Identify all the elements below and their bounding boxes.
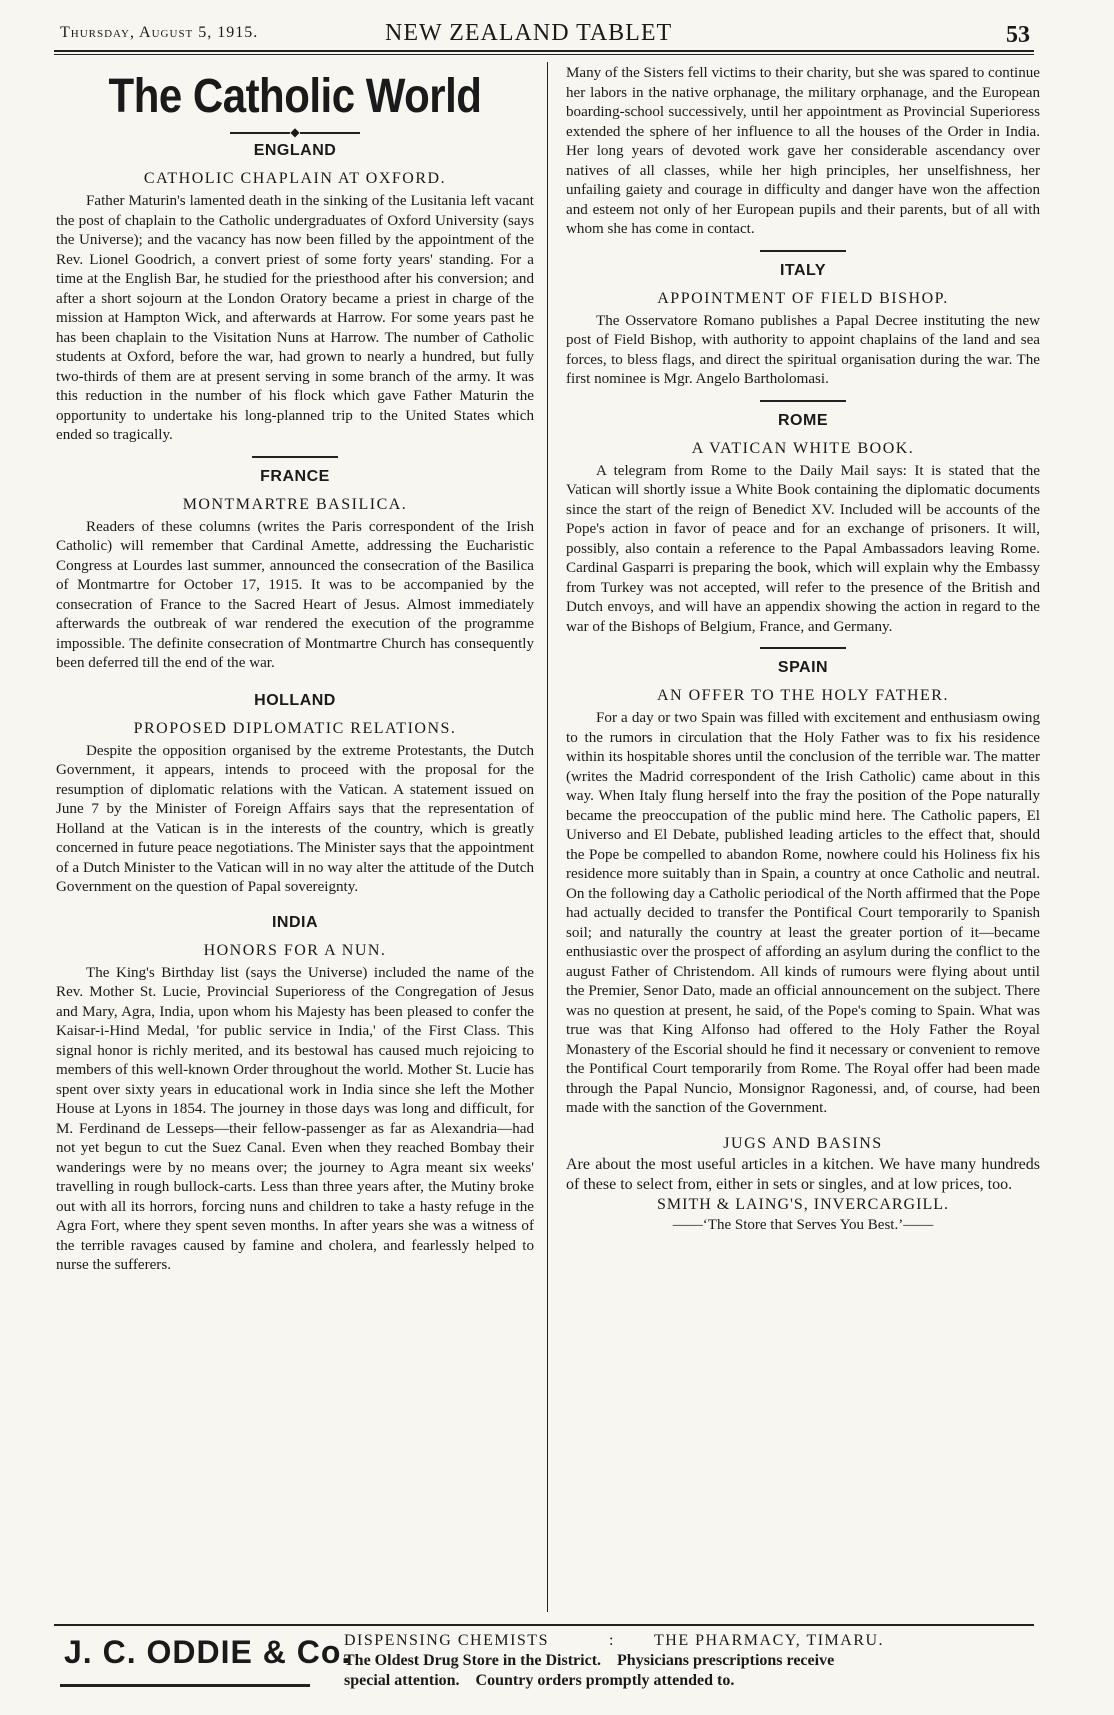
issue-date: Thursday, August 5, 1915. [60,24,259,41]
ad-title: JUGS AND BASINS [723,1134,883,1152]
diamond-icon: ◆ [290,125,300,139]
header-rule-thin [54,54,1034,55]
page-header [60,20,1030,46]
headline-england: CATHOLIC CHAPLAIN AT OXFORD. [143,170,447,187]
body-england: Father Maturin's lamented death in the sinking of the Lusitania left vacant the post of chaplain to the Catholic undergraduates of Oxford University (says the Universe); and the vacancy has now been filled by the appointment of the Rev. Lionel Goodrich, a convert priest of some forty years' standing. For a time at the English Bar, he studied for the priesthood after his conversion; and after a short sojourn at the London Oratory became a priest in charge of the mission at Hampton Wick, and afterwards at Harrow. For some years past he has been chaplain to the Visitation Nuns at Harrow. The number of Catholic students at Oxford, before the war, had grown to nearly a hundred, but fully two-thirds of them are at present serving in some branch of the army. It was this reduction in the number of his flock which gave Father Maturin the opportunity to undertake his long-planned trip to the United States which ended so tragically. [56,193,534,443]
headline-spain: AN OFFER TO THE HOLY FATHER. [657,687,949,704]
section-label-holland: HOLLAND [254,691,336,709]
body-italy: The Osservatore Romano publishes a Papal Decree instituting the new post of Field Bishop, with authority to appoint chaplains of the land and sea forces, to bless flags, and direct the spiritual organisation during the war. The first nominee is Mgr. Angelo Bartholomasi. [566,312,1040,387]
ad-shop: SMITH & LAING'S, INVERCARGILL. [657,1195,949,1213]
footer-colon: : [609,1632,614,1649]
article-spain [566,659,1040,1119]
column-divider [547,62,548,1612]
section-label-spain: SPAIN [777,659,829,676]
ad-tagline: ——‘The Store that Serves You Best.’—— [672,1216,934,1233]
left-column [56,64,534,1276]
page-number: 53 [1006,22,1030,48]
article-england [56,142,534,446]
section-masthead: The Catholic World [108,68,482,123]
ad-body: Are about the most useful articles in a kitchen. We have many hundreds of these to select from, either in sets or singles, and at low prices, too. [566,1155,1040,1193]
section-label-england: ENGLAND [253,142,337,159]
section-label-india: INDIA [271,913,319,931]
section-divider [760,400,846,402]
footer-line-2: The Oldest Drug Store in the District. Physicians prescriptions receive [344,1652,835,1669]
article-italy [566,262,1040,390]
right-column [566,64,1040,1235]
article-france [56,468,534,674]
footer-advert [54,1632,1034,1712]
headline-india: HONORS FOR A NUN. [203,941,387,959]
newspaper-title: NEW ZEALAND TABLET [385,20,673,46]
headline-italy: APPOINTMENT OF FIELD BISHOP. [657,289,949,307]
article-india [56,914,534,1276]
article-rome [566,412,1040,638]
advertisement-jugs [566,1135,1040,1235]
section-divider [760,250,846,252]
footer-line-3: special attention. Country orders promptly attended to. [344,1672,735,1689]
footer-dispensing: DISPENSING CHEMISTS [344,1632,549,1649]
footer-company-name: J. C. ODDIE & Co. [64,1634,352,1670]
headline-holland: PROPOSED DIPLOMATIC RELATIONS. [133,719,457,737]
body-holland: Despite the opposition organised by the extreme Protestants, the Dutch Government, it appears, intends to proceed with the proposal for the resumption of diplomatic relations with the Vatican. A statement issued on June 7 by the Minister of Foreign Affairs says that the representation of Holland at the Vatican is in the interests of the country, which is greatly concerned in future peace negotiations. The Minister says that the appointment of a Dutch Minister to the Vatican will in no way alter the attitude of the Dutch Government on the question of Papal sovereignty. [56,742,534,895]
article-holland [56,692,534,898]
body-rome: A telegram from Rome to the Daily Mail says: It is stated that the Vatican will shortly issue a White Book containing the diplomatic documents since the start of the reign of Benedict XV. Included will be accounts of the Pope's action in favor of peace and for an exchange of prisoners. It will, possibly, also contain a reference to the Papal Ambassadors leaving Rome. Cardinal Gasparri is preparing the book, which will explain why the Embassy from Turkey was not accepted, will refer to the presence of the British and Dutch envoys, and will have an appendix showing the action in regard to the war of the Bishops of Belgium, France, and Germany. [566,462,1040,635]
section-divider [252,456,338,458]
section-divider [760,647,846,649]
section-label-rome: ROME [778,411,828,429]
section-label-italy: ITALY [779,261,827,279]
body-spain: For a day or two Spain was filled with excitement and enthusiasm owing to the rumors in circulation that the Holy Father was to fix his residence within its hospitable shores until the conclusion of the terrible war. The matter (writes the Madrid correspondent of the Irish Catholic) came about in this way. When Italy flung herself into the fray the position of the Pope naturally became the preoccupation of the public mind here. The Catholic papers, El Universo and El Debate, published leading articles to the effect that, should the Pope be compelled to abandon Rome, nowhere could his Holiness fix his residence more suitably than in Spain, a country at once Catholic and neutral. On the following day a Catholic periodical of the North affirmed that the Pope had actually decided to transfer the Pontifical Court temporarily to Spanish soil; and naturally the country at least the greater portion of it—became enthusiastic over the prospect of affording an asylum during the conflict to the august Father of Christendom. All kinds of rumours were flying about until the Premier, Senor Dato, made an official announcement on the subject. There was no question at present, he said, of the Pope's coming to Spain. What was true was that King Alfonso had offered to the Holy Father the Royal Monastery of the Escorial should he find it necessary or convenient to remove the Pontifical Court temporarily from Rome. The Royal offer had been made through the Papal Nuncio, Monsignor Ragonessi, and, of course, had been made with the sanction of the Government. [566,710,1040,1116]
header-rule [54,50,1034,52]
footer-pharmacy: THE PHARMACY, TIMARU. [654,1632,885,1649]
masthead-ornament [56,126,534,138]
headline-france: MONTMARTRE BASILICA. [182,495,408,513]
body-france: Readers of these columns (writes the Paris correspondent of the Irish Catholic) will remember that Cardinal Amette, addressing the Eucharistic Congress at Lourdes last summer, announced the consecration of the Basilica of Montmartre for October 17, 1915. It was to be accompanied by the consecration of France to the Sacred Heart of Jesus. Almost immediately afterwards the outbreak of war rendered the execution of the programme impossible. The definite consecration of Montmartre Church has consequently been deferred till the end of the war. [56,518,534,671]
footer-rule [54,1624,1034,1626]
footer-name-underline [60,1684,310,1687]
section-label-france: FRANCE [260,467,330,485]
body-india-continued: Many of the Sisters fell victims to their charity, but she was spared to continue her labors in the native orphanage, the military orphanage, and the European boarding-school successively, until her appointment as Provincial Superioress extended the sphere of her influence to all the houses of the Order in India. Her long years of devoted work gave her considerable ascendancy over natives of all classes, while her high principles, her unselfishness, her unfailing gaiety and courage in difficulty and danger have won the affection and esteem not only of her European pupils and their parents, but of all with whom she has come in contact. [566,65,1040,237]
headline-rome: A VATICAN WHITE BOOK. [691,439,915,457]
body-india: The King's Birthday list (says the Universe) included the name of the Rev. Mother St. Lucie, Provincial Superioress of the Congregation of Jesus and Mary, Agra, India, upon whom his Majesty has been pleased to confer the Kaisar-i-Hind Medal, 'for public service in India,' of the First Class. This signal honor is richly merited, and its bestowal has caused much rejoicing to members of this well-known Order throughout the world. Mother St. Lucie has spent over sixty years in educational work in India since she left the Mother House at Lyons in 1854. The journey in those days was long and difficult, for M. Ferdinand de Lesseps—their fellow-passenger as far as Alexandria—had not yet begun to cut the Suez Canal. Even when they reached Bombay their wanderings were by no means over; the journey to Agra meant six weeks' travelling in rough bullock-carts. Less than three years after, the Mutiny broke out with all its horrors, forcing nuns and children to take a hasty refuge in the Agra Fort, where they spent seven months. In after years she was a witness of the terrible ravages caused by famine and cholera, and fearlessly helped to nurse the sufferers. [56,964,534,1273]
